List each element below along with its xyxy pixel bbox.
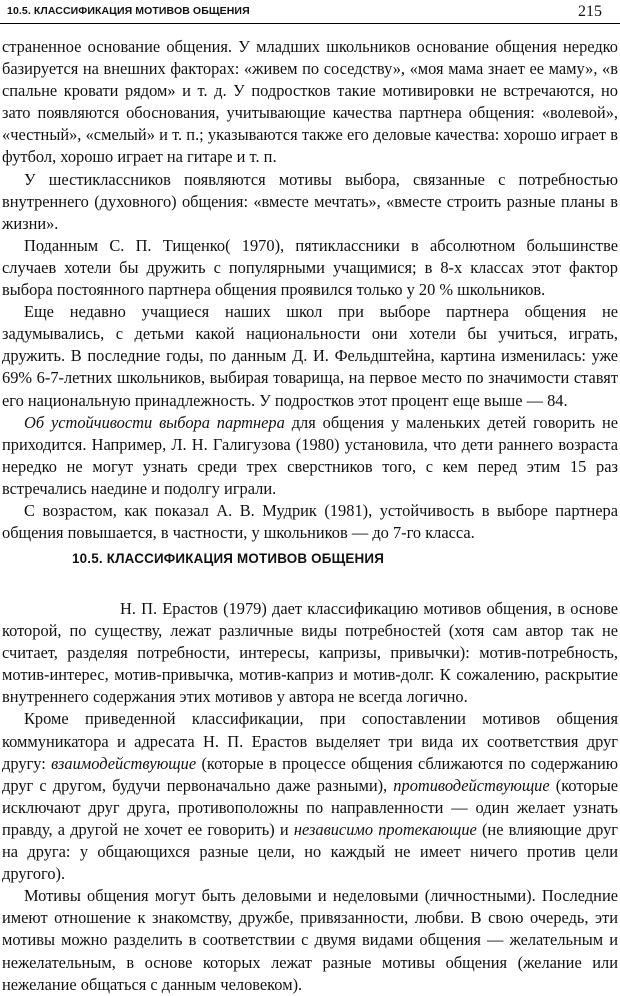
body-text bbox=[2, 36, 618, 544]
italic-term: взаимодействующие bbox=[51, 753, 197, 773]
paragraph bbox=[2, 500, 618, 544]
section-heading: 10.5. КЛАССИФИКАЦИЯ МОТИВОВ ОБЩЕНИЯ bbox=[72, 551, 385, 566]
italic-term: противодействующие bbox=[393, 775, 550, 795]
italic-term: Об устойчивости выбора партнера bbox=[24, 412, 285, 432]
page-number: 215 bbox=[578, 3, 602, 20]
paragraph bbox=[2, 708, 618, 885]
running-header-title: 10.5. КЛАССИФИКАЦИЯ МОТИВОВ ОБЩЕНИЯ bbox=[7, 5, 250, 17]
text-run: Н. П. Ерастов (1979) дает классификацию мотивов общения, в основе которой, по существу, лежат различные виды потребностей (хотя сам автор так не считает, разделяя потребности, интересы, капризы, привычки): мотив-потребность, мотив-интерес, мотив-привычка, мотив-каприз и мотив-долг. К сожалению, раскрытие внутреннего содержания этих мотивов у автора не всегда логично. bbox=[2, 599, 618, 707]
text-run: Кроме приведенной классификации, при сопоставлении мотивов общения коммуникатора и адресата Н. П. Ерастов выделяет три вида их соответствия друг другу: bbox=[2, 709, 618, 773]
italic-term: независимо протекающие bbox=[293, 819, 477, 839]
text-run: страненное основание общения. У младших школьников основание общения нередко базируется на внешних факторах: «живем по соседству», «моя мама знает ее маму», «в спальне кровати рядом» и т. д. У подростков такие мотивировки не встречаются, но зато появляются обоснования, учитывающие качества партнера общения: «волевой», «честный», «смелый» и т. п.; указываются также его деловые качества: хорошо играет в футбол, хорошо играет на гитаре и т. п. bbox=[2, 37, 618, 167]
paragraph bbox=[2, 169, 618, 235]
paragraph bbox=[2, 885, 618, 995]
text-run: Поданным С. П. Тищенко( 1970), пятиклассники в абсолютном большинстве случаев хотели бы дружить с популярными учащимися; в 8-х классах этот фактор выбора постоянного партнера общения проявился только у 20 % школьников. bbox=[2, 235, 618, 300]
text-run: Еще недавно учащиеся наших школ при выборе партнера общения не задумывались, с детьми какой национальности они хотели бы учиться, играть, дружить. В последние годы, по данным Д. И. Фельдштейна, картина изменилась: уже 69% 6-7-летних школьников, выбирая товарища, на первое место по значимости ставят его национальную принадлежность. У подростков этот процент еще выше — 84. bbox=[2, 302, 618, 410]
section-body bbox=[2, 598, 618, 996]
paragraph bbox=[2, 235, 618, 301]
text-run: Мотивы общения могут быть деловыми и неделовыми (личностными). Последние имеют отношение к знакомству, дружбе, привязанности, любви. В свою очередь, эти мотивы можно разделить в соответствии с двумя видами общения — желательным и нежелательным, в основе которых лежат разные мотивы общения (желание или нежелание общаться с данным человеком). bbox=[2, 886, 618, 994]
text-run: (не влияющие друг на друга: у общающихся разные цели, но каждый не имеет ничего против цели другого). bbox=[2, 819, 618, 884]
text-run: С возрастом, как показал А. В. Мудрик (1981), устойчивость в выборе партнера общения повышается, в частности, у школьников — до 7-го класса. bbox=[2, 500, 618, 543]
paragraph bbox=[2, 301, 618, 411]
paragraph bbox=[2, 412, 618, 500]
running-header bbox=[0, 3, 620, 21]
text-run: (которые в процессе общения сближаются по содержанию друг с другом, будучи первоначально даже разными), bbox=[2, 753, 618, 795]
text-run: (которые исключают друг друга, противоположны по направленности — один желает узнать правду, а другой не хочет ее говорить) и bbox=[2, 775, 618, 839]
paragraph bbox=[2, 598, 618, 708]
text-run: У шестиклассников появляются мотивы выбора, связанные с потребностью внутреннего (духовного) общения: «вместе мечтать», «вместе строить разные планы в жизни». bbox=[2, 169, 618, 233]
paragraph bbox=[2, 36, 618, 169]
text-run: для общения у маленьких детей говорить не приходится. Например, Л. Н. Галигузова (1980) установила, что дети раннего возраста нередко не могут узнать среди трех сверстников того, с кем перед этим 15 раз встречались наедине и подолгу играли. bbox=[2, 412, 618, 498]
header-rule bbox=[0, 23, 620, 24]
